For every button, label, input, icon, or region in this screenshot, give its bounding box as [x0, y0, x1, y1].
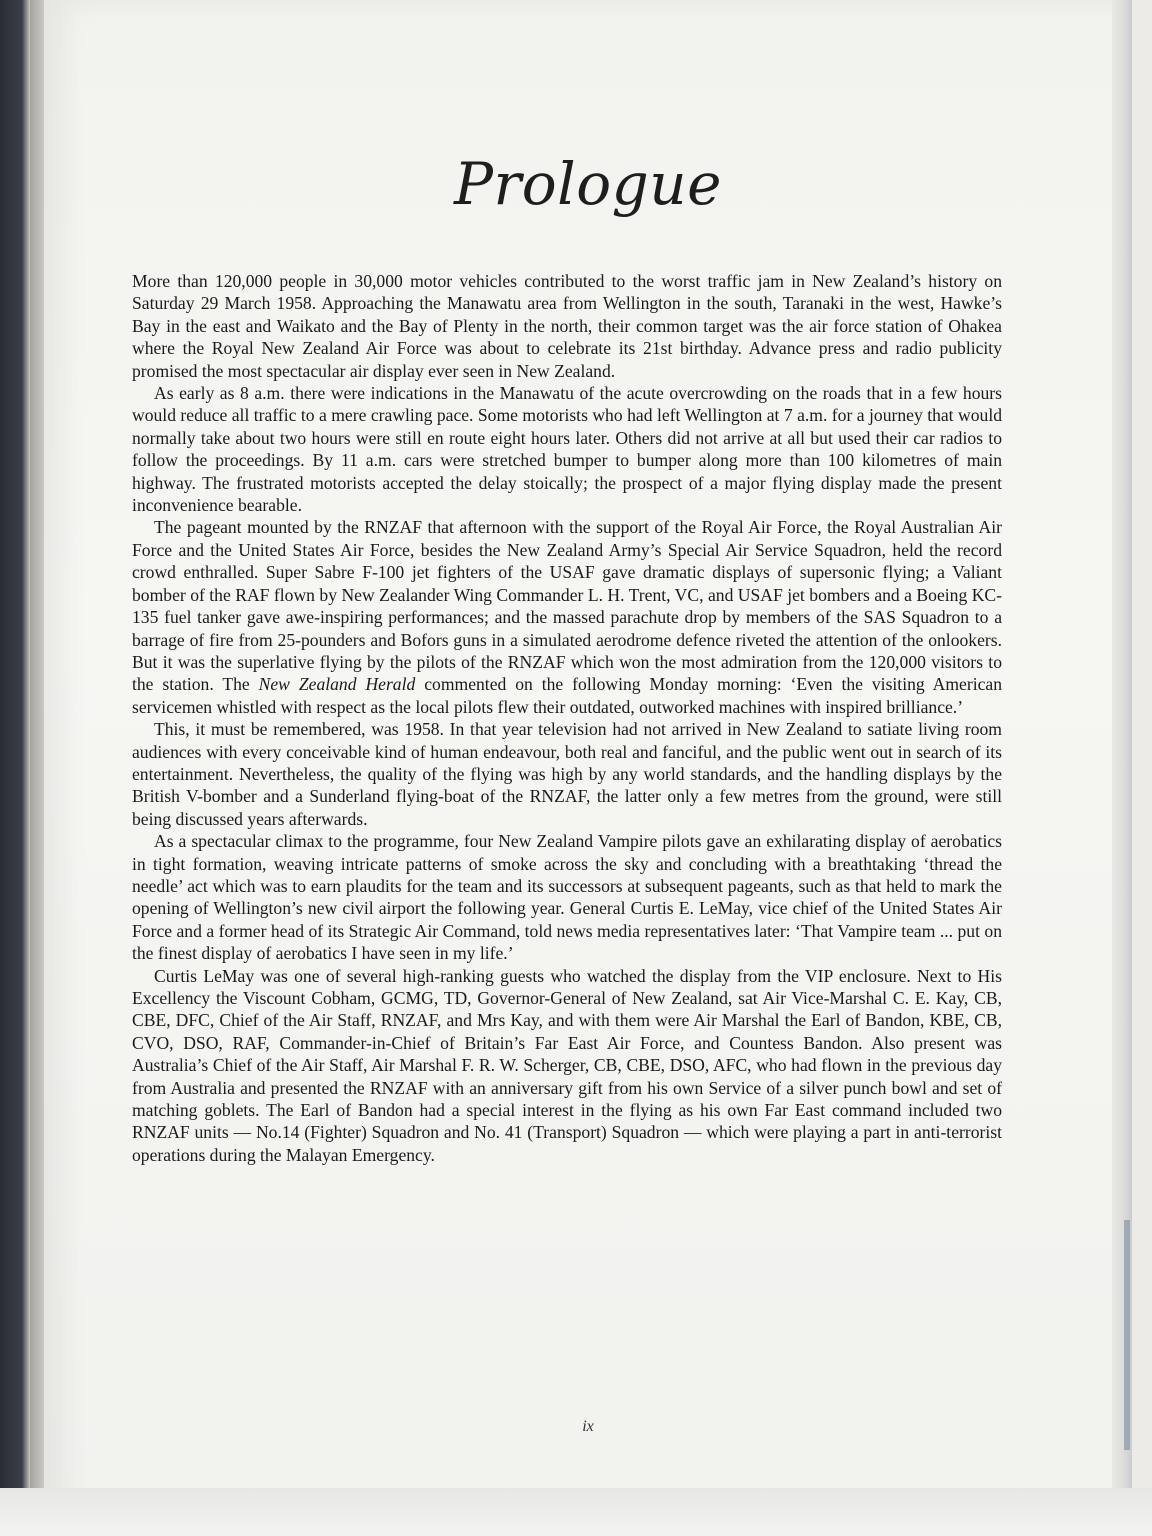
paragraph-6: Curtis LeMay was one of several high-ranking guests who watched the display from the VIP enclosure. Next to His Excellency the Viscount Cobham, GCMG, TD, Governor-General of New Zealand, sat Air Vice-Marshal C. E. Kay, CB, CBE, DFC, Chief of the Air Staff, RNZAF, and Mrs Kay, and with them were Air Marshal the Earl of Bandon, KBE, CB, CVO, DSO, RAF, Commander-in-Chief of Britain’s Far East Air Force, and Countess Bandon. Also present was Australia’s Chief of the Air Staff, Air Marshal F. R. W. Scherger, CB, CBE, DSO, AFC, who had flown in the previous day from Australia and presented the RNZAF with an anniversary gift from his own Service of a silver punch bowl and set of matching goblets. The Earl of Bandon had a special interest in the flying as his own Far East command included two RNZAF units — No.14 (Fighter) Squadron and No. 41 (Transport) Squadron — which were playing a part in anti-terrorist operations during the Malayan Emergency. [132, 965, 1002, 1165]
paragraph-3-text-after: commented on the following Monday morning: ‘Even the visiting American servicemen whistled with respect as the local pilots flew their outdated, outworked machines with inspired brilliance.’ [132, 674, 1002, 717]
page-edge [1112, 0, 1132, 1536]
paragraph-3 [132, 516, 1002, 718]
page-title: Prologue [454, 150, 722, 218]
paragraph-4: This, it must be remembered, was 1958. In that year television had not arrived in New Zealand to satiate living room audiences with every conceivable kind of human endeavour, both real and fanciful, and the public went out in search of its entertainment. Nevertheless, the quality of the flying was high by any world standards, and the handling displays by the British V-bomber and a Sunderland flying-boat of the RNZAF, the latter only a few metres from the ground, were still being discussed years afterwards. [132, 719, 1002, 829]
newspaper-title: New Zealand Herald [258, 674, 416, 695]
body-text [132, 270, 1002, 1166]
paragraph-1: More than 120,000 people in 30,000 motor vehicles contributed to the worst traffic jam in New Zealand’s history on Saturday 29 March 1958. Approaching the Manawatu area from Wellington in the south, Taranaki in the west, Hawke’s Bay in the east and Waikato and the Bay of Plenty in the north, their common target was the air force station of Ohakea where the Royal New Zealand Air Force was about to celebrate its 21st birthday. Advance press and radio publicity promised the most spectacular air display ever seen in New Zealand. [132, 271, 1002, 381]
page-number: ix [582, 1418, 594, 1435]
paragraph-3-text-before: The pageant mounted by the RNZAF that afternoon with the support of the Royal Air Force, the Royal Australian Air Force and the United States Air Force, besides the New Zealand Army’s Special Air Service Squadron, held the record crowd enthralled. Super Sabre F-100 jet fighters of the USAF gave dramatic displays of supersonic flying; a Valiant bomber of the RAF flown by New Zealander Wing Commander L. H. Trent, VC, and USAF jet bombers and a Boeing KC-135 fuel tanker gave awe-inspiring performances; and the massed parachute drop by members of the SAS Squadron to a barrage of fire from 25-pounders and Bofors guns in a simulated aerodrome defence riveted the attention of the onlookers. But it was the superlative flying by the pilots of the RNZAF which won the most admiration from the 120,000 visitors to the station. The [132, 517, 1002, 695]
paragraph-5: As a spectacular climax to the programme, four New Zealand Vampire pilots gave an exhilarating display of aerobatics in tight formation, weaving intricate patterns of smoke across the sky and concluding with a breathtaking ‘thread the needle’ act which was to earn plaudits for the team and its successors at subsequent pageants, such as that held to mark the opening of Wellington’s new civil airport the following year. General Curtis E. LeMay, vice chief of the United States Air Force and a former head of its Strategic Air Command, told news media representatives later: ‘That Vampire team ... put on the finest display of aerobatics I have seen in my life.’ [132, 831, 1002, 964]
book-page [44, 0, 1132, 1536]
paragraph-2: As early as 8 a.m. there were indications in the Manawatu of the acute overcrowding on the roads that in a few hours would reduce all traffic to a mere crawling pace. Some motorists who had left Wellington at 7 a.m. for a journey that would normally take about two hours were still en route eight hours later. Others did not arrive at all but used their car radios to follow the proceedings. By 11 a.m. cars were stretched bumper to bumper along more than 100 kilometres of main highway. The frustrated motorists accepted the delay stoically; the prospect of a major flying display made the present inconvenience bearable. [132, 383, 1002, 516]
table-surface [0, 1488, 1152, 1536]
